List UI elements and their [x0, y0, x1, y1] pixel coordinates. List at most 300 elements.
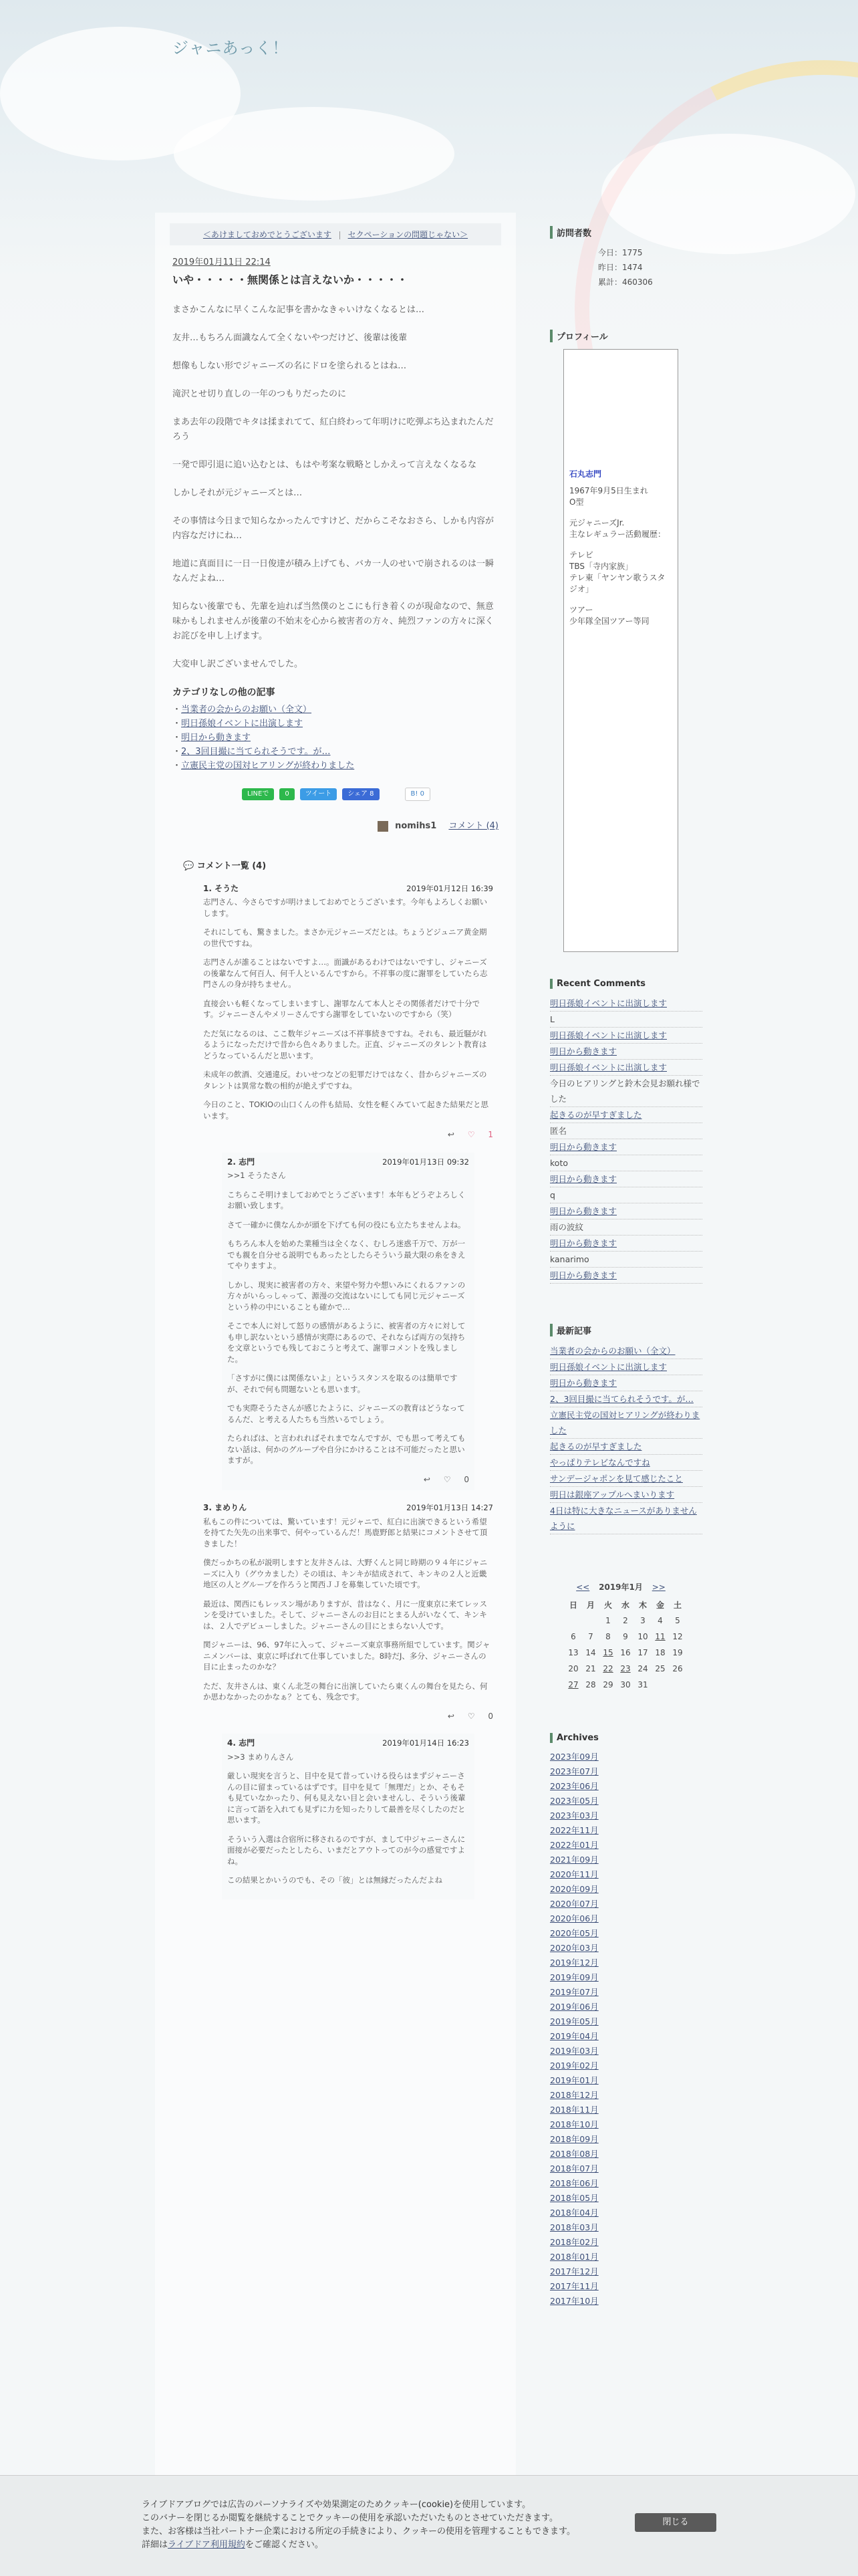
cookie-text: [142, 2539, 575, 2552]
calendar-day: 6: [571, 1632, 576, 1641]
comment-number: 3.: [203, 1503, 212, 1512]
calendar-day: 30: [620, 1680, 631, 1689]
comment-author: まめりん: [214, 1503, 247, 1512]
calendar-day-link[interactable]: 23: [620, 1664, 631, 1673]
archive-link[interactable]: 2023年09月: [550, 1752, 599, 1762]
list-item: 匿名: [550, 1123, 702, 1139]
cookie-text: ライブドアブログでは広告のパーソナライズや効果測定のためクッキー(cookie)を使用しています。: [142, 2500, 531, 2510]
calendar-day: 13: [568, 1648, 579, 1657]
recent-article-link[interactable]: 立憲民主党の国対ヒアリングが終わりました: [550, 1410, 700, 1435]
comment-paragraph: たらればは、と言われればそれまでなんですが、でも思って考えてもない話は、何かのグループや自分にかけることは不可能だったと思いますが。: [227, 1433, 466, 1465]
list-item: [550, 1926, 702, 1941]
heart-icon[interactable]: ♡ 0: [443, 1474, 469, 1484]
list-item: [172, 703, 498, 717]
archive-link[interactable]: 2021年09月: [550, 1855, 599, 1865]
tweet-button[interactable]: ツイート: [300, 788, 337, 800]
article-author-bar: [172, 818, 498, 832]
comment-header: [227, 1738, 469, 1749]
recent-articles-title: 最新記事: [550, 1324, 702, 1336]
comment-actions: [203, 1129, 493, 1141]
list-item: [172, 759, 498, 773]
archive-link[interactable]: 2022年01月: [550, 1840, 599, 1850]
reply-icon[interactable]: ↩: [447, 1130, 454, 1139]
archive-link[interactable]: 2018年04月: [550, 2208, 599, 2218]
recent-comment-link[interactable]: 明日から動きます: [550, 1174, 617, 1184]
list-item: [550, 1794, 702, 1808]
share-buttons: [242, 788, 516, 801]
archive-link[interactable]: 2022年11月: [550, 1825, 599, 1835]
comment-paragraph: それにしても、驚きました。まさか元ジャニーズだとは。ちょうどジュニア黄金期の世代ですね。: [203, 927, 487, 948]
terms-link[interactable]: ライブドア利用規約: [168, 2540, 245, 2550]
list-item: [550, 1439, 702, 1455]
comment-item: [203, 1502, 493, 1722]
archive-link[interactable]: 2017年11月: [550, 2281, 599, 2291]
archive-link[interactable]: 2018年12月: [550, 2090, 599, 2100]
cookie-banner: [0, 2475, 858, 2576]
archive-link[interactable]: 2023年07月: [550, 1766, 599, 1776]
archives-title: Archives: [550, 1733, 702, 1743]
profile-career: 元ジャニーズJr.: [569, 518, 625, 528]
list-item: [550, 2059, 702, 2073]
recent-comment-link[interactable]: 明日から動きます: [550, 1270, 617, 1280]
article-paragraph: 大変申し訳ございませんでした。: [172, 659, 303, 669]
reply-icon[interactable]: ↩: [423, 1474, 430, 1484]
list-item: [172, 731, 498, 745]
archive-link[interactable]: 2018年03月: [550, 2222, 599, 2232]
profile-tour-item: 少年隊全国ツアー等同: [569, 616, 650, 626]
comment-author: 志門: [239, 1157, 255, 1167]
access-yesterday: 昨日：1474: [598, 263, 643, 272]
recent-comment-link[interactable]: 明日から動きます: [550, 1142, 617, 1152]
list-item: [550, 1970, 702, 1985]
archive-link[interactable]: 2019年03月: [550, 2046, 599, 2056]
profile-image-area: [569, 355, 672, 469]
recent-article-link[interactable]: 明日から動きます: [550, 1378, 617, 1388]
calendar-day: 7: [588, 1632, 593, 1641]
article-column: [155, 213, 516, 2575]
comment-body: [227, 1752, 469, 1886]
category-article-link[interactable]: 立憲民主党の国対ヒアリングが終わりました: [181, 761, 355, 771]
calendar-day: 28: [585, 1680, 596, 1689]
archive-link[interactable]: 2023年05月: [550, 1796, 599, 1806]
access-counter-title: 訪問者数: [550, 226, 702, 239]
recent-comments-title: Recent Comments: [550, 979, 702, 989]
list-item: [550, 1897, 702, 1911]
access-today: 今日：1775: [598, 248, 643, 257]
recent-article-link[interactable]: サンデージャポンを見て感じたこと: [550, 1474, 683, 1484]
calendar-day: 8: [605, 1632, 611, 1641]
recent-article-link[interactable]: 起きるのが早すぎました: [550, 1441, 642, 1451]
calendar-day: 16: [620, 1648, 631, 1657]
list-item: [550, 1375, 702, 1391]
comment-date: 2019年01月14日 16:23: [382, 1738, 469, 1748]
heart-icon[interactable]: ♡ 0: [467, 1711, 493, 1721]
comment-header: [227, 1157, 469, 1168]
list-item: [550, 1487, 702, 1503]
comment-count-link[interactable]: コメント (4): [448, 821, 498, 831]
comment-date: 2019年01月12日 16:39: [406, 883, 493, 893]
list-item: [550, 1028, 702, 1044]
author-name[interactable]: nomihs1: [395, 821, 437, 831]
archive-link[interactable]: 2019年02月: [550, 2061, 599, 2071]
comment-actions: [227, 1474, 469, 1486]
comment-paragraph: 私もこの件については、驚いています！元ジャニで、紅白に出演できるという希望を持てた矢先の出来事で、何やっているんだ！馬鹿野郎と結果にコメントさせて頂きました！: [203, 1516, 488, 1548]
list-item: [550, 1911, 702, 1926]
archive-link[interactable]: 2020年11月: [550, 1869, 599, 1879]
profile-title: プロフィール: [550, 330, 702, 342]
archive-link[interactable]: 2019年07月: [550, 1987, 599, 1997]
comment-header: [203, 1502, 493, 1514]
comment-header: [203, 883, 493, 895]
calendar-next-link[interactable]: >>: [652, 1583, 666, 1592]
list-item: [550, 1867, 702, 1882]
category-article-link[interactable]: 当業者の会からのお願い（全文）: [181, 705, 312, 715]
comment-paragraph: ただ気になるのは、ここ数年ジャニーズは不祥事続きですね。それも、最近騒がれるようになっただけで昔から色々ありました。正直、ジャニーズのタレント教育はどうなっているんだと思います。: [203, 1028, 487, 1060]
article-paragraph: 想像もしない形でジャニーズの名にドロを塗られるとはね…: [172, 361, 407, 371]
list-item: [550, 1838, 702, 1853]
list-item: kanarimo: [550, 1252, 702, 1268]
archive-link[interactable]: 2020年07月: [550, 1899, 599, 1909]
list-item: [550, 2103, 702, 2117]
recent-article-link[interactable]: やっぱりテレビなんですね: [550, 1457, 650, 1468]
comment-paragraph: 僕だっかちの私が説明しますと友井さんは、大野くんと同じ時期の９４年にジャニーズに入り（グウカました）その頃は、キンキが結成されて、キンキの２人と近畿地区の人とグループを作ろうと関西ＪＪを募集していた頃です。: [203, 1558, 488, 1589]
comment-number: 4.: [227, 1738, 236, 1748]
list-item: [550, 1060, 702, 1076]
category-article-list: [172, 703, 498, 773]
comments-heading: [183, 858, 516, 871]
recent-comment-link[interactable]: 明日孫娘イベントに出演します: [550, 998, 668, 1008]
recent-article-link[interactable]: 2、3回目撮に当てられそうです。が…: [550, 1394, 694, 1404]
list-item: [550, 1044, 702, 1060]
category-article-link[interactable]: 明日から動きます: [181, 733, 251, 743]
calendar-day: [652, 1677, 669, 1693]
comment-paragraph: しかし、現実に被害者の方々、来望や努力や想いみにくれるファンの方々がいらっしゃって、源漫の交流はないにしても同じ元ジャニーズという枠の中にいることも確かで…: [227, 1280, 466, 1312]
profile-box: [563, 349, 678, 952]
calendar-day: 3: [640, 1616, 646, 1625]
list-item: [550, 1823, 702, 1838]
calendar-day-link[interactable]: 22: [603, 1664, 613, 1673]
cookie-text: また、お客様は当社パートナー企業における所定の手続きにより、クッキーの使用を管理することもできます。: [142, 2527, 575, 2537]
comment-number: 1.: [203, 883, 212, 893]
recent-comment-link[interactable]: 明日から動きます: [550, 1046, 617, 1056]
archive-link[interactable]: 2019年06月: [550, 2002, 599, 2012]
comment-actions: [203, 1711, 493, 1722]
calendar-day: 5: [675, 1616, 680, 1625]
category-article-link[interactable]: 2、3回目撮に当てられそうです。が…: [181, 747, 331, 757]
article-paragraph: 滝沢とせ切り直しの一年のつもりだったのに: [172, 389, 347, 399]
comment-paragraph: でも実際そうたさんが感じたように、ジャニーズの教育はどうなってるんだ、と考える人たちも当然いるでしょう。: [227, 1403, 465, 1424]
line-share-button[interactable]: LINEで: [242, 788, 274, 800]
recent-comment-link[interactable]: 明日から動きます: [550, 1238, 617, 1248]
recent-comment-link[interactable]: 起きるのが早すぎました: [550, 1110, 642, 1120]
profile-blood: O型: [569, 497, 584, 507]
profile-tv-item: テレ東「ヤンヤン歌うスタジオ」: [569, 573, 666, 594]
line-count-button[interactable]: 0: [279, 788, 294, 800]
reply-icon[interactable]: ↩: [447, 1711, 454, 1721]
calendar-day: 26: [672, 1664, 683, 1673]
list-item: [550, 1139, 702, 1155]
archive-link[interactable]: 2019年12月: [550, 1958, 599, 1968]
list-item: [550, 1268, 702, 1284]
archive-link[interactable]: 2020年05月: [550, 1928, 599, 1938]
list-item: L: [550, 1012, 702, 1028]
comment-body: [203, 897, 493, 1121]
list-item: [550, 996, 702, 1012]
archive-link[interactable]: 2018年02月: [550, 2237, 599, 2247]
article-paragraph: その事情は今日まで知らなかったんですけど、だからこそなおさら、しかも内容が内容なだけにね…: [172, 516, 494, 541]
recent-comment-link[interactable]: 明日孫娘イベントに出演します: [550, 1062, 668, 1072]
comment-paragraph: 関ジャニーは、96、97年に入って、ジャニーズ東京事務所組でしています。関ジャニメンバーは、東京に呼ばれて仕事していました。8時だJ、多分、ジャニーさんの目に止まったのかな？: [203, 1640, 490, 1671]
list-item: [550, 1343, 702, 1359]
article-paragraph: しかしそれが元ジャニーズとは…: [172, 488, 303, 498]
calendar-day: 25: [655, 1664, 666, 1673]
calendar-day: 21: [585, 1664, 596, 1673]
list-item: [550, 2235, 702, 2250]
calendar-day: [565, 1613, 582, 1629]
list-item: [550, 1455, 702, 1471]
comment-body: [203, 1516, 493, 1703]
comment-paragraph: 「さすがに僕には関係ないよ」というスタンスを取るのは簡単ですが、それで何も問題ないとも思います。: [227, 1373, 458, 1394]
sidebar: [550, 213, 702, 2309]
recent-article-link[interactable]: 4日は特に大きなニュースがありませんように: [550, 1506, 697, 1531]
list-item: [550, 1853, 702, 1867]
comment-paragraph: 志門さん、今さらですが明けましておめでとうございます。今年もよろしくお願いします。: [203, 897, 488, 918]
list-item: [550, 2176, 702, 2191]
comment-author: そうた: [214, 883, 239, 893]
list-item: 今日のヒアリングと鈴木会見お願れ様でした: [550, 1076, 702, 1107]
comment-paragraph: 今日のこと、TOKIOの山口くんの件も結局、女性を軽くみていて起きた結果だと思います。: [203, 1100, 489, 1121]
article-paragraph: 地道に真面目に一日一日俊達が積み上げても、バカ一人のせいで崩されるのは一瞬なんだよね…: [172, 559, 494, 584]
list-item: [550, 1882, 702, 1897]
list-item: [550, 1407, 702, 1439]
calendar-day: 29: [603, 1680, 613, 1689]
calendar-day: 18: [655, 1648, 666, 1657]
archive-link[interactable]: 2020年03月: [550, 1943, 599, 1953]
profile-name[interactable]: 石丸志門: [569, 469, 602, 479]
list-item: koto: [550, 1155, 702, 1171]
archive-link[interactable]: 2018年09月: [550, 2134, 599, 2144]
list-item: [172, 745, 498, 759]
archive-link[interactable]: 2019年09月: [550, 1972, 599, 1982]
list-item: [550, 2044, 702, 2059]
article-paragraph: 知らない後輩でも、先輩を辿れば当然僕のとこにも行き着くのが現命なので、無意味かもしれませんが後輩の不始末を心から被害者の方々、純烈ファンの方々に深くお詫びを申し上げます。: [172, 602, 494, 641]
list-item: [550, 2073, 702, 2088]
category-heading: カテゴリなしの他の記事: [172, 687, 275, 698]
archive-link[interactable]: 2018年08月: [550, 2149, 599, 2159]
weekday-label: 月: [586, 1600, 595, 1610]
calendar-day: 4: [658, 1616, 663, 1625]
access-counter: [598, 245, 702, 289]
like-count: 0: [488, 1711, 493, 1721]
calendar-day-link[interactable]: 15: [603, 1648, 613, 1657]
comment-item: [222, 1153, 474, 1491]
site-title[interactable]: ジャニあっく！: [172, 39, 289, 57]
calendar-day: 1: [605, 1616, 611, 1625]
list-item: [550, 2191, 702, 2206]
calendar-day: 17: [637, 1648, 648, 1657]
list-item: [550, 2161, 702, 2176]
comment-paragraph: そういう入選は合宿所に移されるのですが、まして中ジャニーさんに面接が必要だったとしたら、いまだとアウトってのが今の感覚ですよね。: [227, 1834, 466, 1866]
avatar: [378, 821, 388, 832]
list-item: [550, 1503, 702, 1534]
comment-date: 2019年01月13日 14:27: [406, 1503, 493, 1512]
comment-number: 2.: [227, 1157, 236, 1167]
comment-paragraph: この結果とかいうのでも、その「彼」とは無縁だったんだよね: [227, 1875, 442, 1885]
list-item: [550, 2000, 702, 2014]
profile-shows-label: 主なレギュラー活動履歴：: [569, 530, 666, 539]
article-paragraph: まさかこんなに早くこんな記事を書かなきゃいけなくなるとは…: [172, 305, 425, 315]
recent-comments-list: [550, 996, 702, 1284]
comment-item: [222, 1734, 474, 1899]
recent-article-link[interactable]: 明日孫娘イベントに出演します: [550, 1362, 668, 1372]
archive-link[interactable]: 2019年01月: [550, 2075, 599, 2085]
article-pager: [170, 223, 501, 245]
archive-link[interactable]: 2020年09月: [550, 1884, 599, 1894]
list-item: [550, 1956, 702, 1970]
comments-heading-label: コメント一覧 (4): [196, 860, 267, 871]
next-article-link[interactable]: セクペーションの問題じゃない＞: [347, 230, 468, 239]
comment-body: [227, 1170, 469, 1466]
calendar-day: 12: [672, 1632, 683, 1641]
calendar-day-link[interactable]: 11: [655, 1632, 666, 1641]
weekday-label: 水: [621, 1600, 629, 1610]
article-title: いや・・・・・無関係とは言えないか・・・・・: [172, 273, 408, 286]
heart-icon[interactable]: ♡ 1: [467, 1130, 493, 1139]
archive-link[interactable]: 2019年04月: [550, 2031, 599, 2041]
comment-paragraph: 直接会いも軽くなってしまいますし、謝罪なんて本人とその関係者だけで十分です。ジャニーさんやメリーさんですら謝罪をしていないのですから（笑）: [203, 998, 480, 1019]
weekday-label: 土: [673, 1600, 682, 1610]
hatena-bookmark-button[interactable]: B! 0: [405, 788, 430, 801]
cookie-text-pre: 詳細は: [142, 2540, 168, 2550]
recent-comment-link[interactable]: 明日から動きます: [550, 1206, 617, 1216]
archive-link[interactable]: 2018年05月: [550, 2193, 599, 2203]
list-item: [550, 1764, 702, 1779]
calendar-day: 9: [623, 1632, 628, 1641]
list-item: [550, 2147, 702, 2161]
comment-paragraph: 最近は、関西にもレッスン場がありますが、昔はなく、月に一度東京に来てレッスンを受けていました。そして、ジャニーさんのお目にとまる人がいなくて、キンキは、２人でデビューしました。ジャニーさんの目にとまらない人です。: [203, 1599, 488, 1631]
calendar-day: 19: [672, 1648, 683, 1657]
calendar-month: 2019年1月: [599, 1583, 643, 1592]
list-item: q: [550, 1187, 702, 1203]
archive-link[interactable]: 2018年07月: [550, 2163, 599, 2174]
list-item: [172, 717, 498, 731]
comment-paragraph: ただ、友井さんは、東くん北芝の舞台に出演していたら東くんの舞台を見たら、何か思わなかったのかなぁ？とても、残念です。: [203, 1681, 488, 1702]
archive-link[interactable]: 2018年06月: [550, 2178, 599, 2188]
comment-paragraph: 厳しい現実を言うと、目中を見て昔っていける役らはまずジャニーさんの目に留まっているはずです。目中を見て「無理だ」とか、そもそも見ていなかったり、何も見えない目と会いませんし、そういう後輩に言って語を入れても見ずに力を知ったりして最善を尽くしたのだと思います。: [227, 1771, 466, 1825]
calendar-day: 24: [637, 1664, 648, 1673]
list-item: 雨の波紋: [550, 1219, 702, 1236]
calendar-prev-link[interactable]: <<: [576, 1583, 590, 1592]
calendar-day: 20: [568, 1664, 579, 1673]
calendar-day: 10: [637, 1632, 648, 1641]
archive-link[interactable]: 2018年11月: [550, 2105, 599, 2115]
calendar-day: [669, 1677, 686, 1693]
comment-paragraph: こちらこそ明けましておめでとうございます！本年もどうぞよろしくお願い致します。: [227, 1189, 466, 1210]
cookie-text: このバナーを閉じるか閲覧を継続することでクッキーの使用を承認いただいたものとさせていただきます。: [142, 2513, 558, 2523]
recent-article-link[interactable]: 明日は銀座アップルへまいります: [550, 1490, 675, 1500]
comment-date: 2019年01月13日 09:32: [382, 1157, 469, 1167]
list-item: [550, 1941, 702, 1956]
profile-tour: ツアー: [569, 605, 593, 614]
category-article-link[interactable]: 明日孫娘イベントに出演します: [181, 719, 303, 729]
cookie-close-button[interactable]: 閉じる: [635, 2513, 716, 2532]
comment-paragraph: >>1 そうたさん: [227, 1171, 286, 1180]
list-item: [550, 2029, 702, 2044]
list-item: [550, 2088, 702, 2103]
calendar: [565, 1581, 702, 1693]
calendar-table: [565, 1597, 686, 1693]
list-item: [550, 1203, 702, 1219]
comment-item: [203, 883, 493, 1141]
list-item: [550, 1779, 702, 1794]
archive-link[interactable]: 2017年12月: [550, 2266, 599, 2276]
comment-paragraph: 志門さんが誰ることはないですよ…。面識があるわけではないですし、ジャニーズの後輩なんて何百人、何千人といるんですから。不祥事の度に謝罪をしていたら志門さんの身が持ちません。: [203, 957, 488, 989]
list-item: [550, 1808, 702, 1823]
list-item: [550, 2279, 702, 2294]
comment-paragraph: 未成年の飲酒、交通違反。わいせつなどの犯罪だけではなく、昔からジャニーズのタレントは異常な数の相約が絶えずですね。: [203, 1070, 487, 1090]
pager-separator: [339, 231, 340, 239]
list-item: [550, 1359, 702, 1375]
list-item: [550, 1171, 702, 1187]
list-item: [550, 1236, 702, 1252]
access-total: 累計：460306: [598, 277, 653, 287]
calendar-day: 14: [585, 1648, 596, 1657]
list-item: [550, 2250, 702, 2264]
archives-list: [550, 1750, 702, 2309]
cookie-text-post: をご確認ください。: [245, 2540, 323, 2550]
recent-comment-link[interactable]: 明日孫娘イベントに出演します: [550, 1030, 668, 1040]
article-paragraph: まあ去年の段階でキタは揉まれてて、紅白終わって年明けに吃弾ぶち込まれたんだろう: [172, 417, 494, 442]
list-item: [550, 1985, 702, 2000]
list-item: [550, 2117, 702, 2132]
calendar-header: [565, 1581, 677, 1593]
archive-link[interactable]: 2017年10月: [550, 2296, 599, 2306]
archive-link[interactable]: 2019年05月: [550, 2016, 599, 2026]
recent-articles-list: [550, 1343, 702, 1534]
cookie-message: [142, 2498, 575, 2552]
comment-paragraph: >>3 まめりんさん: [227, 1752, 294, 1762]
article-paragraph: 友井…もちろん面識なんて全くないやつだけど、後輩は後輩: [172, 333, 408, 343]
archive-link[interactable]: 2018年10月: [550, 2119, 599, 2129]
facebook-share-button[interactable]: シェア 8: [342, 788, 379, 800]
profile-tv-item: TBS「寺内家族」: [569, 562, 633, 571]
list-item: [550, 1107, 702, 1123]
article-date[interactable]: 2019年01月11日 22:14: [172, 257, 271, 267]
calendar-day: [582, 1613, 599, 1629]
comment-paragraph: もちろん本人を始めた業種当は全くなく、むしろ迷惑千万で、万が一でも親を自分せる説明でもあったとしたらそういう最大限の糸をきえてやりますよ。: [227, 1239, 466, 1270]
calendar-day: 31: [637, 1680, 648, 1689]
profile-tv: テレビ: [569, 550, 593, 560]
weekday-label: 金: [656, 1600, 664, 1610]
weekday-label: 日: [569, 1600, 577, 1610]
archive-link[interactable]: 2018年01月: [550, 2252, 599, 2262]
like-count: 1: [488, 1130, 493, 1139]
archive-link[interactable]: 2020年06月: [550, 1913, 599, 1923]
recent-article-link[interactable]: 当業者の会からのお願い（全文）: [550, 1346, 676, 1356]
cloud-decoration: [174, 107, 454, 201]
list-item: [550, 2206, 702, 2220]
calendar-day-link[interactable]: 27: [568, 1680, 579, 1689]
archive-link[interactable]: 2023年03月: [550, 1810, 599, 1821]
list-item: [550, 1750, 702, 1764]
weekday-label: 火: [603, 1600, 612, 1610]
list-item: [550, 2014, 702, 2029]
speech-bubble-icon: 💬: [183, 860, 194, 871]
prev-article-link[interactable]: ＜あけましておめでとうございます: [202, 230, 331, 239]
comment-author: 志門: [239, 1738, 255, 1748]
list-item: [550, 1471, 702, 1487]
archive-link[interactable]: 2023年06月: [550, 1781, 599, 1791]
